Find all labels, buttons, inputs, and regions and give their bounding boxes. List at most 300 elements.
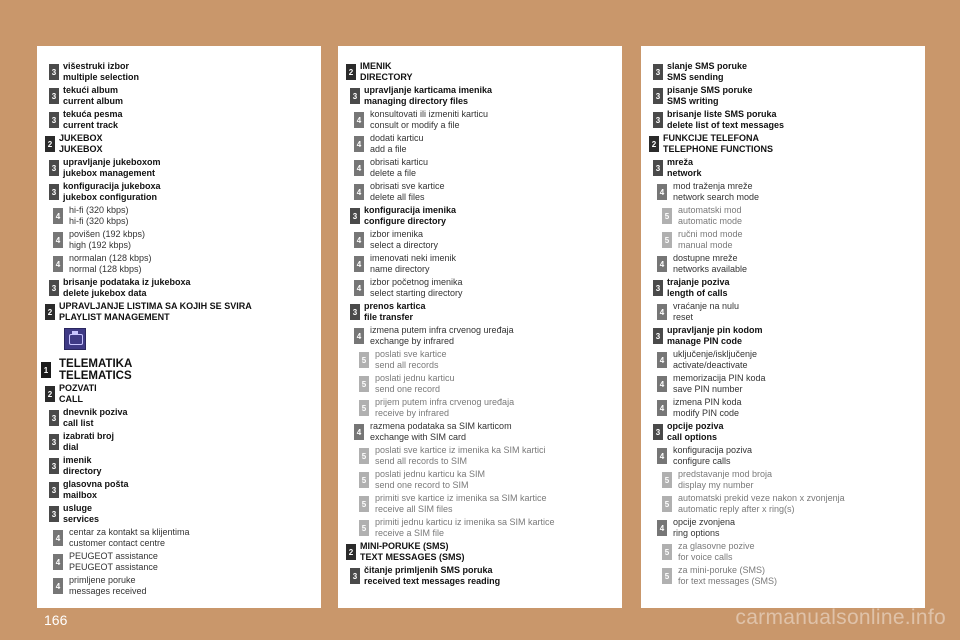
label-local: poslati sve kartice iz imenika ka SIM kartici <box>375 444 546 455</box>
label-english: managing directory files <box>364 96 469 106</box>
label-english: services <box>63 514 100 524</box>
level-badge: 5 <box>662 568 672 584</box>
menu-item-text <box>673 300 739 324</box>
menu-item-level-5 <box>338 372 622 396</box>
label-local: predstavanje mod broja <box>678 468 773 479</box>
menu-item-level-4 <box>338 156 622 180</box>
menu-item-level-3 <box>37 454 321 478</box>
label-local: upravljanje jukeboxom <box>63 156 161 167</box>
level-badge: 2 <box>346 64 356 80</box>
menu-item-level-1 <box>37 358 321 382</box>
label-english: automatic reply after x ring(s) <box>678 504 795 514</box>
menu-item-text <box>375 372 455 396</box>
label-local: opcije zvonjena <box>673 516 736 527</box>
menu-item-level-4 <box>338 108 622 132</box>
label-local: trajanje poziva <box>667 276 730 287</box>
label-english: receive a SIM file <box>375 528 445 538</box>
label-local: poslati jednu karticu ka SIM <box>375 468 486 479</box>
label-local: izmena PIN koda <box>673 396 742 407</box>
label-english: networks available <box>673 264 748 274</box>
level-badge: 3 <box>49 184 59 200</box>
menu-item-level-4 <box>338 180 622 204</box>
level-badge: 4 <box>354 160 364 176</box>
menu-item-text <box>375 468 485 492</box>
menu-item-text <box>370 180 445 204</box>
menu-item-level-5 <box>338 468 622 492</box>
label-english: jukebox configuration <box>63 192 158 202</box>
level-badge: 4 <box>53 530 63 546</box>
label-local: normalan (128 kbps) <box>69 252 152 263</box>
level-badge: 3 <box>350 304 360 320</box>
label-local: centar za kontakt sa klijentima <box>69 526 190 537</box>
label-english: call options <box>667 432 718 442</box>
level-badge: 5 <box>359 472 369 488</box>
menu-item-text <box>63 478 129 502</box>
menu-item-text <box>63 84 123 108</box>
label-local: konfiguracija jukeboxa <box>63 180 161 191</box>
menu-item-text <box>370 156 428 180</box>
level-badge: 3 <box>49 434 59 450</box>
label-local: brisanje liste SMS poruka <box>667 108 777 119</box>
menu-item-text <box>63 502 99 526</box>
label-local: FUNKCIJE TELEFONA <box>663 132 760 143</box>
menu-item-level-4 <box>37 550 321 574</box>
menu-item-text <box>375 444 546 468</box>
label-local: usluge <box>63 502 93 513</box>
menu-item-text <box>667 108 784 132</box>
level-badge: 3 <box>49 160 59 176</box>
label-english: JUKEBOX <box>59 144 103 154</box>
menu-item-text <box>667 60 747 84</box>
label-english: send one record to SIM <box>375 480 469 490</box>
label-local: MINI-PORUKE (SMS) <box>360 540 449 551</box>
menu-item-text <box>63 430 114 454</box>
level-badge: 5 <box>662 232 672 248</box>
label-english: manual mode <box>678 240 733 250</box>
label-local: razmena podataka sa SIM karticom <box>370 420 512 431</box>
label-english: directory <box>63 466 102 476</box>
label-local: konfiguracija imenika <box>364 204 457 215</box>
label-english: ring options <box>673 528 720 538</box>
label-local: automatski mod <box>678 204 742 215</box>
label-local: slanje SMS poruke <box>667 60 748 71</box>
menu-item-level-4 <box>641 372 925 396</box>
label-english: dial <box>63 442 79 452</box>
menu-item-text <box>673 252 747 276</box>
menu-item-text <box>667 420 724 444</box>
label-local: konfiguracija poziva <box>673 444 753 455</box>
level-badge: 4 <box>53 578 63 594</box>
menu-item-text <box>59 358 132 382</box>
menu-item-level-3 <box>37 502 321 526</box>
level-badge: 3 <box>653 280 663 296</box>
menu-item-level-4 <box>338 324 622 348</box>
menu-item-level-3 <box>641 108 925 132</box>
label-local: primiti jednu karticu iz imenika sa SIM kartice <box>375 516 555 527</box>
menu-item-level-3 <box>37 478 321 502</box>
label-english: network search mode <box>673 192 760 202</box>
menu-item-text <box>673 396 742 420</box>
label-local: mod traženja mreže <box>673 180 753 191</box>
menu-item-level-4 <box>37 204 321 228</box>
label-english: PEUGEOT assistance <box>69 562 158 572</box>
label-local: POZVATI <box>59 382 97 393</box>
menu-item-text <box>667 84 753 108</box>
menu-item-level-4 <box>338 132 622 156</box>
menu-item-level-2 <box>37 300 321 324</box>
label-local: UPRAVLJANJE LISTIMA SA KOJIH SE SVIRA <box>59 300 252 311</box>
label-local: poslati jednu karticu <box>375 372 455 383</box>
label-english: current album <box>63 96 124 106</box>
watermark: carmanualsonline.info <box>735 606 946 629</box>
menu-item-level-5 <box>338 492 622 516</box>
level-badge: 5 <box>662 208 672 224</box>
menu-item-level-3 <box>37 156 321 180</box>
label-english: mailbox <box>63 490 98 500</box>
level-badge: 4 <box>354 328 364 344</box>
label-local: opcije poziva <box>667 420 724 431</box>
level-badge: 4 <box>354 112 364 128</box>
label-english: activate/deactivate <box>673 360 748 370</box>
label-local: automatski prekid veze nakon x zvonjenja <box>678 492 845 503</box>
level-badge: 4 <box>53 554 63 570</box>
label-local: primljene poruke <box>69 574 136 585</box>
level-badge: 3 <box>653 424 663 440</box>
menu-item-level-3 <box>641 420 925 444</box>
menu-item-level-4 <box>37 526 321 550</box>
menu-item-text <box>678 540 755 564</box>
menu-item-text <box>63 406 128 430</box>
label-local: IMENIK <box>360 60 392 71</box>
menu-item-text <box>673 372 766 396</box>
level-badge: 5 <box>662 472 672 488</box>
telematics-icon-slot <box>37 324 321 358</box>
menu-item-level-3 <box>641 60 925 84</box>
label-local: čitanje primljenih SMS poruka <box>364 564 493 575</box>
menu-item-text <box>678 204 742 228</box>
label-english: SMS writing <box>667 96 719 106</box>
label-english: CALL <box>59 394 83 404</box>
menu-item-text <box>678 228 743 252</box>
menu-item-text <box>370 108 488 132</box>
menu-item-text <box>63 180 161 204</box>
level-badge: 4 <box>657 304 667 320</box>
level-badge: 1 <box>41 362 51 378</box>
menu-item-level-2 <box>338 540 622 564</box>
menu-item-level-4 <box>37 252 321 276</box>
menu-item-text <box>63 276 191 300</box>
menu-item-text <box>673 516 735 540</box>
level-badge: 3 <box>49 64 59 80</box>
level-badge: 5 <box>359 496 369 512</box>
level-badge: 4 <box>657 352 667 368</box>
label-local: tekuća pesma <box>63 108 123 119</box>
level-badge: 3 <box>49 112 59 128</box>
menu-item-level-5 <box>641 492 925 516</box>
menu-item-level-4 <box>37 228 321 252</box>
label-local: uključenje/isključenje <box>673 348 758 359</box>
label-local: PEUGEOT assistance <box>69 550 158 561</box>
menu-item-text <box>63 108 123 132</box>
label-local: dostupne mreže <box>673 252 738 263</box>
menu-column-1 <box>37 46 321 608</box>
label-local: hi-fi (320 kbps) <box>69 204 129 215</box>
menu-item-level-3 <box>338 84 622 108</box>
label-english: manage PIN code <box>667 336 743 346</box>
menu-item-text <box>364 564 500 588</box>
label-english: jukebox management <box>63 168 156 178</box>
label-local: vraćanje na nulu <box>673 300 740 311</box>
level-badge: 5 <box>359 352 369 368</box>
menu-item-level-2 <box>641 132 925 156</box>
menu-item-text <box>69 574 147 598</box>
label-english: name directory <box>370 264 430 274</box>
label-local: glasovna pošta <box>63 478 129 489</box>
menu-item-text <box>59 300 252 324</box>
menu-item-level-3 <box>37 60 321 84</box>
label-english: reset <box>673 312 694 322</box>
label-local: izmena putem infra crvenog uređaja <box>370 324 514 335</box>
label-local: upravljanje karticama imenika <box>364 84 493 95</box>
level-badge: 4 <box>657 376 667 392</box>
label-local: TELEMATIKA <box>59 357 133 370</box>
menu-item-level-3 <box>641 84 925 108</box>
label-local: JUKEBOX <box>59 132 103 143</box>
menu-item-level-5 <box>338 444 622 468</box>
level-badge: 5 <box>662 496 672 512</box>
menu-item-level-5 <box>641 228 925 252</box>
menu-item-text <box>63 156 161 180</box>
level-badge: 3 <box>350 568 360 584</box>
menu-item-text <box>360 540 465 564</box>
menu-item-text <box>59 382 97 406</box>
label-english: high (192 kbps) <box>69 240 132 250</box>
level-badge: 5 <box>359 400 369 416</box>
menu-item-level-3 <box>37 180 321 204</box>
menu-item-text <box>370 324 514 348</box>
level-badge: 3 <box>653 112 663 128</box>
label-english: configure directory <box>364 216 447 226</box>
level-badge: 3 <box>653 328 663 344</box>
label-english: network <box>667 168 702 178</box>
label-local: upravljanje pin kodom <box>667 324 763 335</box>
level-badge: 5 <box>359 520 369 536</box>
label-local: pisanje SMS poruke <box>667 84 753 95</box>
label-english: add a file <box>370 144 407 154</box>
level-badge: 3 <box>350 88 360 104</box>
label-local: mreža <box>667 156 694 167</box>
label-english: consult or modify a file <box>370 120 460 130</box>
label-english: for voice calls <box>678 552 733 562</box>
menu-item-level-3 <box>338 564 622 588</box>
menu-item-level-4 <box>641 516 925 540</box>
level-badge: 3 <box>653 64 663 80</box>
label-english: for text messages (SMS) <box>678 576 778 586</box>
label-english: delete jukebox data <box>63 288 147 298</box>
label-english: SMS sending <box>667 72 724 82</box>
menu-item-text <box>375 492 547 516</box>
label-local: prijem putem infra crvenog uređaja <box>375 396 515 407</box>
label-english: call list <box>63 418 94 428</box>
menu-item-text <box>370 228 438 252</box>
label-english: TELEMATICS <box>59 370 132 382</box>
label-english: save PIN number <box>673 384 743 394</box>
level-badge: 4 <box>53 208 63 224</box>
level-badge: 4 <box>53 232 63 248</box>
level-badge: 4 <box>354 280 364 296</box>
label-english: delete all files <box>370 192 425 202</box>
menu-item-text <box>370 252 456 276</box>
menu-item-text <box>370 132 424 156</box>
menu-item-text <box>370 276 463 300</box>
level-badge: 5 <box>359 448 369 464</box>
level-badge: 3 <box>49 482 59 498</box>
menu-item-level-5 <box>641 564 925 588</box>
menu-item-text <box>364 204 456 228</box>
menu-item-level-4 <box>338 276 622 300</box>
label-english: hi-fi (320 kbps) <box>69 216 129 226</box>
menu-item-level-3 <box>37 84 321 108</box>
menu-item-text <box>375 396 514 420</box>
menu-item-level-4 <box>641 180 925 204</box>
menu-item-level-3 <box>641 156 925 180</box>
level-badge: 4 <box>657 256 667 272</box>
menu-item-level-4 <box>641 300 925 324</box>
label-english: send one record <box>375 384 441 394</box>
menu-item-text <box>678 468 772 492</box>
level-badge: 4 <box>657 184 667 200</box>
label-english: file transfer <box>364 312 414 322</box>
menu-item-level-4 <box>641 444 925 468</box>
level-badge: 3 <box>653 160 663 176</box>
menu-column-3 <box>641 46 925 608</box>
level-badge: 4 <box>354 232 364 248</box>
menu-item-text <box>69 228 145 252</box>
menu-item-text <box>69 526 190 550</box>
label-local: izbor početnog imenika <box>370 276 463 287</box>
menu-item-level-4 <box>37 574 321 598</box>
menu-item-level-3 <box>37 430 321 454</box>
menu-item-level-3 <box>641 276 925 300</box>
label-english: send all records to SIM <box>375 456 468 466</box>
label-english: delete a file <box>370 168 417 178</box>
menu-item-level-4 <box>641 252 925 276</box>
menu-item-level-3 <box>641 324 925 348</box>
menu-item-text <box>678 564 777 588</box>
label-local: obrisati karticu <box>370 156 429 167</box>
level-badge: 4 <box>354 136 364 152</box>
level-badge: 2 <box>346 544 356 560</box>
level-badge: 2 <box>45 304 55 320</box>
menu-item-text <box>673 180 759 204</box>
menu-item-text <box>667 156 702 180</box>
level-badge: 4 <box>657 520 667 536</box>
label-english: delete list of text messages <box>667 120 785 130</box>
menu-item-level-4 <box>641 396 925 420</box>
menu-item-text <box>678 492 845 516</box>
menu-item-level-3 <box>37 406 321 430</box>
menu-item-level-4 <box>338 252 622 276</box>
menu-item-text <box>69 204 129 228</box>
level-badge: 4 <box>657 448 667 464</box>
level-badge: 3 <box>350 208 360 224</box>
menu-item-level-3 <box>37 108 321 132</box>
menu-item-level-5 <box>338 516 622 540</box>
level-badge: 3 <box>49 410 59 426</box>
label-english: DIRECTORY <box>360 72 413 82</box>
menu-item-level-2 <box>37 132 321 156</box>
level-badge: 3 <box>49 458 59 474</box>
menu-item-text <box>667 276 730 300</box>
label-local: izabrati broj <box>63 430 115 441</box>
menu-item-level-2 <box>338 60 622 84</box>
menu-item-text <box>63 454 102 478</box>
menu-item-text <box>360 60 413 84</box>
label-english: exchange by infrared <box>370 336 455 346</box>
label-english: customer contact centre <box>69 538 166 548</box>
label-english: received text messages reading <box>364 576 501 586</box>
label-english: receive all SIM files <box>375 504 453 514</box>
label-local: poslati sve kartice <box>375 348 447 359</box>
level-badge: 3 <box>653 88 663 104</box>
level-badge: 3 <box>49 88 59 104</box>
level-badge: 5 <box>662 544 672 560</box>
label-local: dnevnik poziva <box>63 406 128 417</box>
level-badge: 4 <box>53 256 63 272</box>
label-local: konsultovati ili izmeniti karticu <box>370 108 489 119</box>
menu-column-2 <box>338 46 622 608</box>
menu-item-level-4 <box>641 348 925 372</box>
label-local: prenos kartica <box>364 300 426 311</box>
menu-item-level-5 <box>338 396 622 420</box>
menu-item-text <box>63 60 139 84</box>
level-badge: 4 <box>354 184 364 200</box>
label-local: obrisati sve kartice <box>370 180 445 191</box>
menu-item-text <box>364 84 492 108</box>
label-english: PLAYLIST MANAGEMENT <box>59 312 170 322</box>
menu-item-text <box>673 348 757 372</box>
menu-item-level-5 <box>338 348 622 372</box>
label-english: length of calls <box>667 288 728 298</box>
label-local: memorizacija PIN koda <box>673 372 766 383</box>
menu-item-level-5 <box>641 204 925 228</box>
level-badge: 2 <box>649 136 659 152</box>
level-badge: 4 <box>354 424 364 440</box>
label-local: imenovati neki imenik <box>370 252 457 263</box>
label-local: primiti sve kartice iz imenika sa SIM kartice <box>375 492 547 503</box>
level-badge: 3 <box>49 506 59 522</box>
menu-item-level-5 <box>641 468 925 492</box>
label-local: tekući album <box>63 84 119 95</box>
label-local: povišen (192 kbps) <box>69 228 146 239</box>
label-english: select starting directory <box>370 288 463 298</box>
label-english: exchange with SIM card <box>370 432 467 442</box>
label-local: imenik <box>63 454 92 465</box>
menu-item-text <box>375 348 447 372</box>
level-badge: 5 <box>359 376 369 392</box>
label-local: za mini-poruke (SMS) <box>678 564 766 575</box>
menu-item-text <box>375 516 555 540</box>
label-english: TEXT MESSAGES (SMS) <box>360 552 465 562</box>
label-english: multiple selection <box>63 72 140 82</box>
label-local: brisanje podataka iz jukeboxa <box>63 276 191 287</box>
label-english: configure calls <box>673 456 731 466</box>
menu-item-level-3 <box>338 204 622 228</box>
menu-item-text <box>364 300 426 324</box>
level-badge: 2 <box>45 386 55 402</box>
page-number: 166 <box>44 612 68 628</box>
menu-item-level-5 <box>641 540 925 564</box>
